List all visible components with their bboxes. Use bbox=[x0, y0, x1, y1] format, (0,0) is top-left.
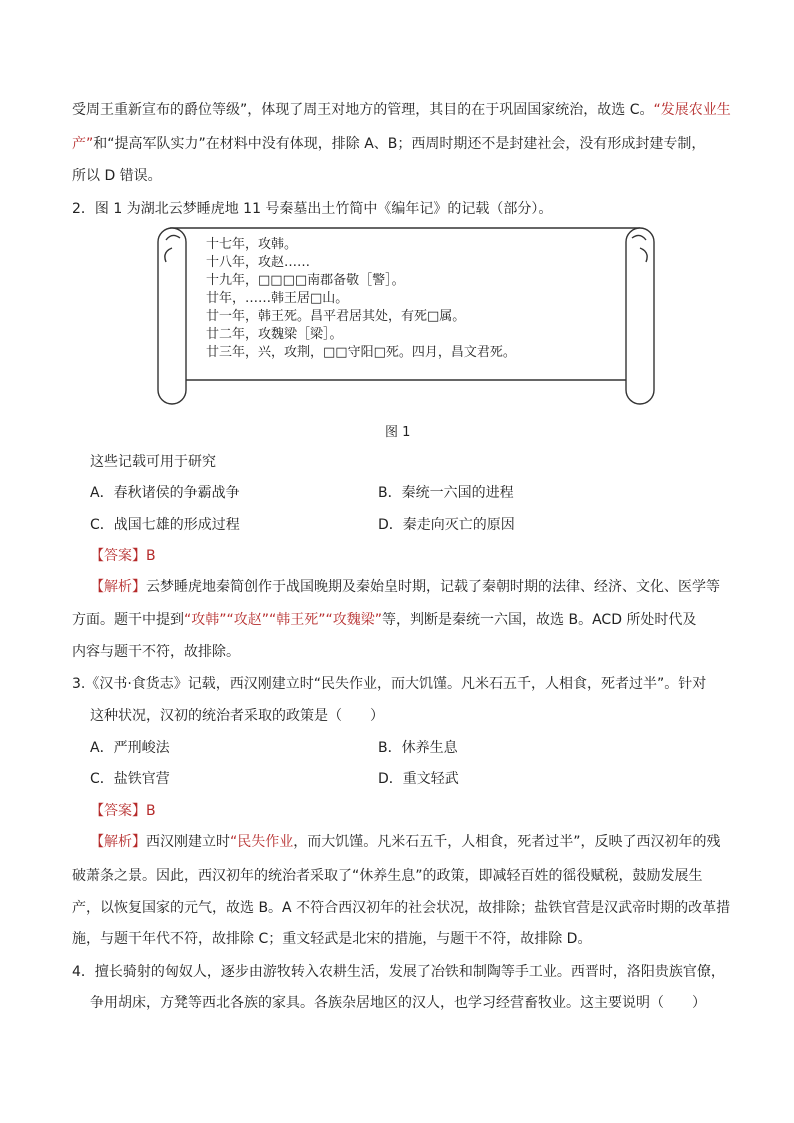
analysis-text: 等，判断是秦统一六国，故选 B。ACD 所处时代及 bbox=[382, 612, 697, 628]
q3-analysis-line-2: 破萧条之景。因此，西汉初年的统治者采取了“休养生息”的政策，即减轻百姓的徭役赋税，鼓励发展生 bbox=[72, 868, 703, 884]
option-b[interactable]: B．休养生息 bbox=[378, 740, 458, 756]
answer-label: 【答案】 bbox=[90, 548, 146, 564]
scroll-line-7: 廿三年，兴，攻荆，□□守阳□死。四月，昌文君死。 bbox=[206, 345, 516, 360]
q3-analysis-line-3: 产，以恢复国家的元气，故选 B。A 不符合西汉初年的社会状况，故排除；盐铁官营是汉武帝时期的改革措 bbox=[72, 900, 731, 916]
q2-analysis-line-1 bbox=[90, 577, 720, 597]
q3-answer bbox=[90, 801, 156, 821]
prev-analysis-line-3: 所以 D 错误。 bbox=[72, 168, 162, 184]
scroll-line-1: 十七年，攻韩。 bbox=[206, 237, 298, 252]
option-c[interactable]: C．战国七雄的形成过程 bbox=[90, 517, 240, 533]
analysis-text: 云梦睡虎地秦简创作于战国晚期及秦始皇时期，记载了秦朝时期的法律、经济、文化、医学等 bbox=[146, 579, 720, 595]
option-a[interactable]: A．春秋诸侯的争霸战争 bbox=[90, 485, 240, 501]
option-c[interactable]: C．盐铁官营 bbox=[90, 771, 170, 787]
answer-value: B bbox=[146, 803, 156, 819]
prev-analysis-text: 和“提高军队实力”在材料中没有体现，排除 A、B；西周时期还不是封建社会，没有形成封建专制， bbox=[93, 136, 706, 152]
q4-stem-line-1: 4．擅长骑射的匈奴人，逐步由游牧转入农耕生活，发展了冶铁和制陶等手工业。西晋时，洛阳贵族官僚， bbox=[72, 964, 725, 980]
answer-value: B bbox=[146, 548, 156, 564]
scroll-line-2: 十八年，攻赵…… bbox=[206, 255, 311, 270]
analysis-highlight: “攻韩”“攻赵”“韩王死”“攻魏梁” bbox=[184, 612, 383, 628]
q2-answer bbox=[90, 546, 156, 566]
analysis-label: 【解析】 bbox=[90, 579, 146, 595]
q2-analysis-line-3: 内容与题干不符，故排除。 bbox=[72, 644, 240, 660]
scroll-line-5: 廿一年，韩王死。昌平君居其处，有死□属。 bbox=[206, 309, 466, 324]
scroll-line-4: 廿年，……韩王居□山。 bbox=[206, 291, 349, 306]
analysis-highlight: “民失作业 bbox=[230, 834, 294, 850]
q3-stem-line-2: 这种状况，汉初的统治者采取的政策是（ ） bbox=[90, 708, 384, 724]
analysis-text: ，而大饥馑。凡米石五千，人相食，死者过半”，反映了西汉初年的残 bbox=[293, 834, 721, 850]
q2-prompt: 这些记载可用于研究 bbox=[90, 454, 216, 470]
answer-label: 【答案】 bbox=[90, 803, 146, 819]
scroll-line-3: 十九年，□□□□南郡备敬［警］。 bbox=[206, 273, 405, 288]
option-a[interactable]: A．严刑峻法 bbox=[90, 740, 170, 756]
figure-caption: 图 1 bbox=[385, 425, 411, 440]
prev-analysis-highlight: “发展农业生 bbox=[653, 102, 731, 118]
q3-stem-line-1: 3.《汉书·食货志》记载，西汉刚建立时“民失作业，而大饥馑。凡米石五千，人相食，死者过半”。针对 bbox=[72, 676, 707, 692]
option-b[interactable]: B．秦统一六国的进程 bbox=[378, 485, 514, 501]
option-d[interactable]: D．秦走向灭亡的原因 bbox=[378, 517, 515, 533]
analysis-text: 西汉刚建立时 bbox=[146, 834, 230, 850]
scroll-line-6: 廿二年，攻魏梁［梁］。 bbox=[206, 327, 343, 342]
analysis-label: 【解析】 bbox=[90, 834, 146, 850]
q2-stem: 2．图 1 为湖北云梦睡虎地 11 号秦墓出土竹简中《编年记》的记载（部分）。 bbox=[72, 201, 553, 217]
q4-stem-line-2: 争用胡床，方凳等西北各族的家具。各族杂居地区的汉人，也学习经营畜牧业。这主要说明（ ） bbox=[90, 995, 706, 1011]
prev-analysis-text: 受周王重新宣布的爵位等级”，体现了周王对地方的管理，其目的在于巩固国家统治，故选 C。 bbox=[72, 102, 654, 118]
q3-analysis-line-1 bbox=[90, 832, 721, 852]
q3-analysis-line-4: 施，与题干年代不符，故排除 C；重文轻武是北宋的措施，与题干不符，故排除 D。 bbox=[72, 931, 592, 947]
option-d[interactable]: D．重文轻武 bbox=[378, 771, 459, 787]
analysis-text: 方面。题干中提到 bbox=[72, 612, 184, 628]
prev-analysis-highlight: 产” bbox=[72, 136, 94, 152]
q2-analysis-line-2 bbox=[72, 610, 696, 630]
